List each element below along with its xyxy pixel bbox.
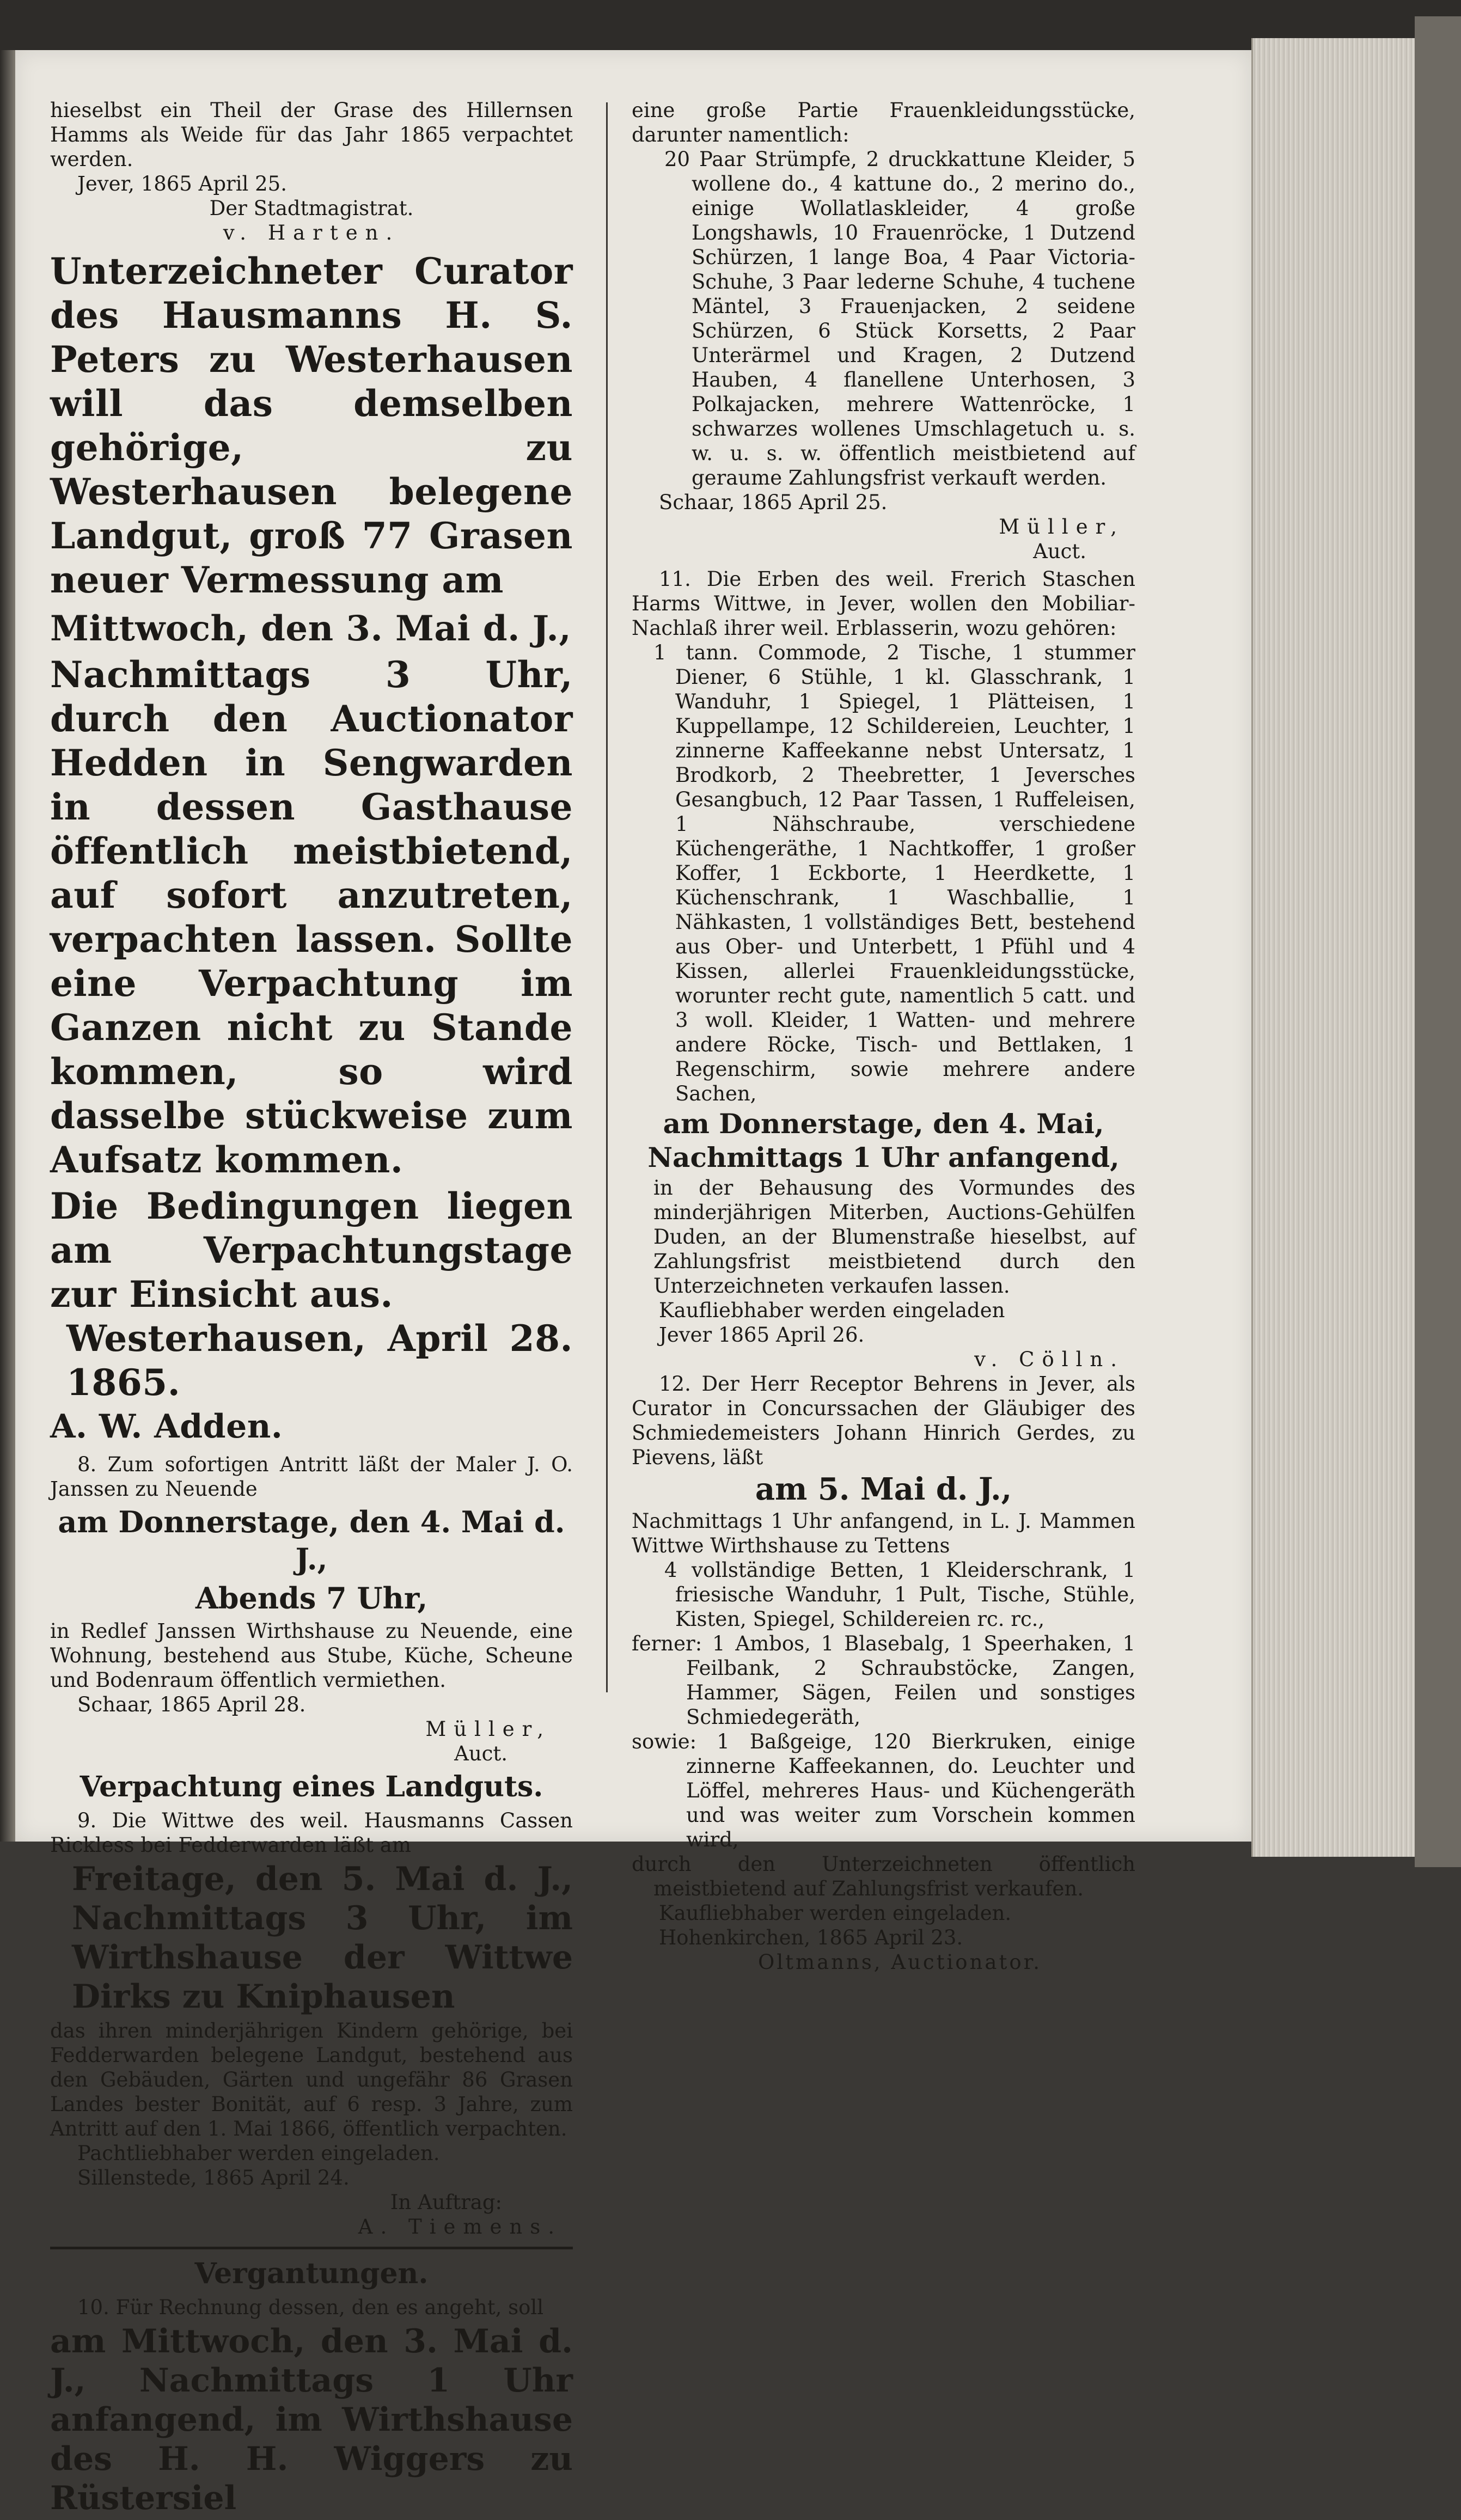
adden-signature: A. W. Adden. (50, 1408, 283, 1446)
notice-12-text3: durch den Unterzeichneten öffentlich meistbietend auf Zahlungsfrist verkaufen. (632, 1852, 1135, 1900)
book-cover (1415, 16, 1461, 1867)
adden-conditions: Die Bedingungen liegen am Verpachtungstage zur Einsicht aus. (50, 1185, 573, 1316)
book-page-edges (1251, 38, 1416, 1857)
intro-date: Jever, 1865 April 25. (77, 172, 287, 195)
section-heading: Vergantungen. (194, 2257, 429, 2290)
section-rule (50, 2247, 573, 2249)
book-top-edge (0, 0, 1461, 50)
adden-notice-text: Unterzeichneter Curator des Hausmanns H. S. Peters zu Westerhausen will das demselben gehörige, zu Westerhausen belegene Landgut, groß 77 Grasen neuer Vermessung am (50, 250, 573, 601)
notice-8-place: Schaar, 1865 April 28. (77, 1693, 306, 1716)
notice-12-list3: sowie: 1 Baßgeige, 120 Bierkruken, einige zinnerne Kaffeekannen, do. Leuchter und Löffel, mehreres Haus- und Küchengeräth und was weiter zum Vorschein kommen wird, (632, 1730, 1135, 1851)
notice-12-big: am 5. Mai d. J., (755, 1471, 1012, 1507)
continued-text: eine große Partie Frauenkleidungsstücke, darunter namentlich: (632, 99, 1135, 146)
adden-notice-date: Mittwoch, den 3. Mai d. J., (50, 608, 572, 649)
continued-signature-title: Auct. (1033, 540, 1086, 563)
notice-12-text2: Nachmittags 1 Uhr anfangend, in L. J. Mammen Wittwe Wirthshause zu Tettens (632, 1509, 1135, 1557)
notice-12-invite: Kaufliebhaber werden eingeladen. (659, 1901, 1012, 1925)
notice-8-time: Abends 7 Uhr, (195, 1581, 428, 1616)
notice-11-list: 1 tann. Commode, 2 Tische, 1 stummer Diener, 6 Stühle, 1 kl. Glasschrank, 1 Wanduhr, 1 Spiegel, 1 Plätteisen, 1 Kuppellampe, 12 Schildereien, Leuchter, 1 zinnerne Kaffeekanne nebst Untersatz, 1 Brodkorb, 2 Theebretter, 1 Jeversches Gesangbuch, 12 Paar Tassen, 1 Ruffeleisen, 1 Nähschraube, verschiedene Küchengeräthe, 1 Nachtkoffer, 1 großer Koffer, 1 Eckborte, 1 Heerdkette, 1 Küchenschrank, 1 Waschballie, 1 Nähkasten, 1 vollständiges Bett, bestehend aus Ober- und Unterbett, 1 Pfühl und 4 Kissen, allerlei Frauenkleidungsstücke, worunter recht gute, namentlich 5 catt. und 3 woll. Kleider, 1 Watten- und mehrere andere Röcke, Tisch- und Bettlaken, 1 Regenschirm, sowie mehrere andere Sachen, (653, 641, 1135, 1105)
right-column (632, 98, 1135, 1974)
notice-8-text: 8. Zum sofortigen Antritt läßt der Maler J. O. Janssen zu Neuende (50, 1453, 573, 1501)
notice-8-text2: in Redlef Janssen Wirthshause zu Neuende, eine Wohnung, bestehend aus Stube, Küche, Scheune und Bodenraum öffentlich vermiethen. (50, 1619, 573, 1692)
intro-signature-office: Der Stadtmagistrat. (209, 197, 414, 220)
notice-8-signature-title: Auct. (454, 1742, 508, 1765)
notice-9-text: 9. Die Wittwe des weil. Hausmanns Cassen Rickless bei Fedderwarden läßt am (50, 1809, 573, 1857)
notice-12-list2: ferner: 1 Ambos, 1 Blasebalg, 1 Speerhaken, 1 Feilbank, 2 Schraubstöcke, Zangen, Hammer, Sägen, Feilen und sonstiges Schmiedegeräth, (632, 1632, 1135, 1729)
notice-11-signature: v. Cölln. (974, 1348, 1124, 1371)
notice-9-invite: Pachtliebhaber werden eingeladen. (77, 2142, 440, 2165)
notice-8-signature: Müller, (425, 1717, 551, 1741)
notice-9-place: Sillenstede, 1865 April 24. (77, 2166, 350, 2189)
notice-11-text2: in der Behausung des Vormundes des minderjährigen Miterben, Auctions-Gehülfen Duden, an der Blumenstraße hieselbst, auf Zahlungsfrist meistbietend durch den Unterzeichneten verkaufen lassen. (653, 1176, 1135, 1298)
notice-11-big: am Donnerstage, den 4. Mai, Nachmittags 1 Uhr anfangend, (647, 1108, 1120, 1173)
left-column (50, 98, 573, 2520)
continued-signature: Müller, (999, 515, 1124, 539)
intro-text: hieselbst ein Theil der Grase des Hillernsen Hamms als Weide für das Jahr 1865 verpachtet werden. (50, 99, 573, 171)
notice-8-date: am Donnerstage, den 4. Mai d. J., (58, 1504, 565, 1576)
notice-9-signature: A. Tiemens. (358, 2215, 562, 2238)
notice-12-signature: Oltmanns, Auctionator. (757, 1950, 1042, 1974)
column-divider (606, 102, 608, 1692)
continued-list: 20 Paar Strümpfe, 2 druckkattune Kleider, 5 wollene do., 4 kattune do., 2 merino do., einige Wollatlaskleider, 4 große Longshawls, 10 Frauenröcke, 1 Dutzend Schürzen, 1 lange Boa, 4 Paar Victoria-Schuhe, 3 Paar lederne Schuhe, 4 tuchene Mäntel, 3 Frauenjacken, 2 seidene Schürzen, 6 Stück Korsetts, 2 Paar Unterärmel und Kragen, 2 Dutzend Hauben, 4 flanellene Unterhosen, 3 Polkajacken, mehrere Wattenröcke, 1 schwarzes wollenes Umschlagetuch u. s. w. u. s. w. öffentlich meistbietend auf geraume Zahlungsfrist verkauft werden. (664, 148, 1135, 490)
notice-12-list1: 4 vollständige Betten, 1 Kleiderschrank, 1 friesische Wanduhr, 1 Pult, Tische, Stühle, Kisten, Spiegel, Schildereien rc. rc., (664, 1558, 1135, 1631)
notice-10-text: 10. Für Rechnung dessen, den es angeht, soll (77, 2296, 544, 2319)
adden-place-date: Westerhausen, April 28. 1865. (66, 1317, 573, 1404)
adden-notice-text2: Nachmittags 3 Uhr, durch den Auctionator Hedden in Sengwarden in dessen Gasthause öffentlich meistbietend, auf sofort anzutreten, verpachten lassen. Sollte eine Verpachtung im Ganzen nicht zu Stande kommen, so wird dasselbe stückweise zum Aufsatz kommen. (50, 653, 573, 1181)
notice-10-big: am Mittwoch, den 3. Mai d. J., Nachmittags 1 Uhr anfangend, im Wirthshause des H. H. Wiggers zu Rüstersiel (50, 2322, 573, 2517)
notice-9-text2: das ihren minderjährigen Kindern gehörige, bei Fedderwarden belegene Landgut, bestehend aus den Gebäuden, Gärten und ungefähr 86 Grasen Landes bester Bonität, auf 6 resp. 3 Jahre, zum Antritt auf den 1. Mai 1866, öffentlich verpachten. (50, 2019, 573, 2140)
book-gutter (0, 50, 15, 1842)
notice-12-text: 12. Der Herr Receptor Behrens in Jever, als Curator in Concurssachen der Gläubiger des Schmiedemeisters Johann Hinrich Gerdes, zu Pievens, läßt (632, 1372, 1135, 1469)
continued-place: Schaar, 1865 April 25. (659, 491, 888, 514)
notice-9-heading: Verpachtung eines Landguts. (80, 1770, 543, 1803)
intro-signature-name: v. Harten. (223, 221, 400, 244)
notice-11-place: Jever 1865 April 26. (659, 1323, 865, 1347)
notice-11-invite: Kaufliebhaber werden eingeladen (659, 1299, 1005, 1322)
notice-11-text: 11. Die Erben des weil. Frerich Staschen Harms Wittwe, in Jever, wollen den Mobiliar-Nachlaß ihrer weil. Erblasserin, wozu gehören: (632, 567, 1135, 640)
notice-9-signature-label: In Auftrag: (390, 2191, 502, 2214)
notice-12-place: Hohenkirchen, 1865 April 23. (659, 1926, 963, 1949)
notice-9-big: Freitage, den 5. Mai d. J., Nachmittags 3 Uhr, im Wirthshause der Wittwe Dirks zu Kniphausen (72, 1860, 573, 2016)
